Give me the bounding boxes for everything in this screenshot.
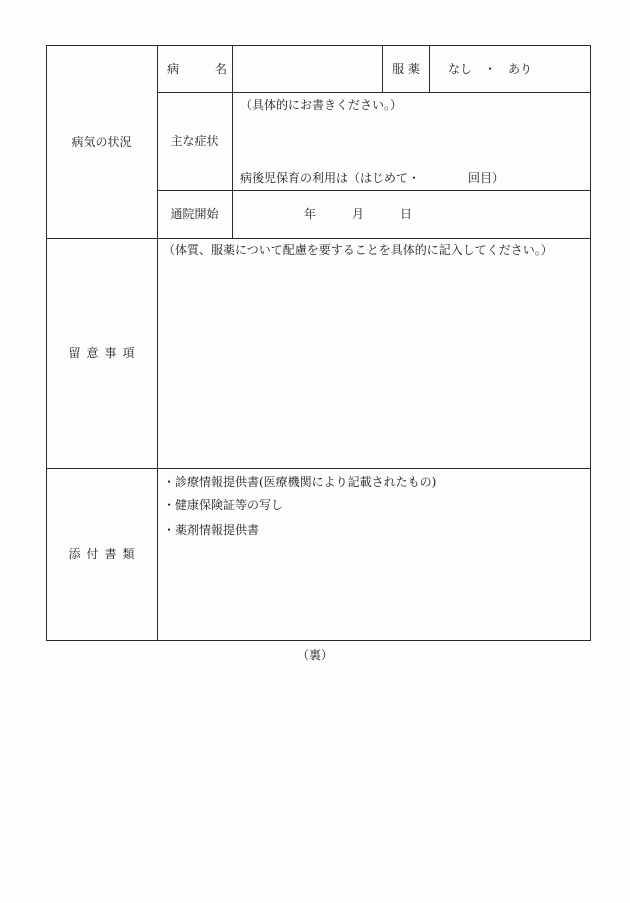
row-divider [157, 190, 591, 191]
visit-start-label: 通院開始 [170, 207, 219, 221]
attachment-item: ・健康保険証等の写し [163, 498, 284, 512]
row-divider [157, 92, 591, 93]
attachments-label: 添付書類 [68, 547, 141, 561]
notes-field[interactable] [163, 261, 585, 461]
illness-name-label-2: 名 [215, 62, 228, 76]
notes-instruction: （体質、服薬について配慮を要することを具体的に記入してください。） [163, 243, 553, 257]
illness-name-label-1: 病 [167, 62, 180, 76]
symptoms-label: 主な症状 [170, 134, 219, 148]
medication-label: 服 薬 [392, 62, 420, 76]
table-border-top [46, 45, 591, 46]
section-divider [46, 468, 591, 469]
sublabel-column-divider [232, 45, 233, 239]
medication-options[interactable]: なし ・ あり [448, 62, 533, 76]
section-divider [46, 238, 591, 239]
illness-section-label: 病気の状況 [71, 135, 132, 149]
attachment-item: ・薬剤情報提供書 [163, 523, 260, 537]
table-border-right [590, 45, 591, 641]
form-table [46, 45, 591, 641]
illness-name-field[interactable] [238, 62, 376, 76]
visit-start-date[interactable]: 年 月 日 [304, 207, 413, 221]
notes-label: 留意事項 [68, 346, 141, 360]
sick-child-care-usage[interactable]: 病後児保育の利用は（はじめて・ 回目） [240, 171, 505, 185]
table-border-bottom [46, 640, 591, 641]
attachment-item: ・診療情報提供書(医療機関により記載されたもの) [163, 475, 437, 489]
symptoms-instruction: （具体的にお書きください。） [240, 98, 403, 112]
page-footer: （裏） [296, 648, 333, 662]
